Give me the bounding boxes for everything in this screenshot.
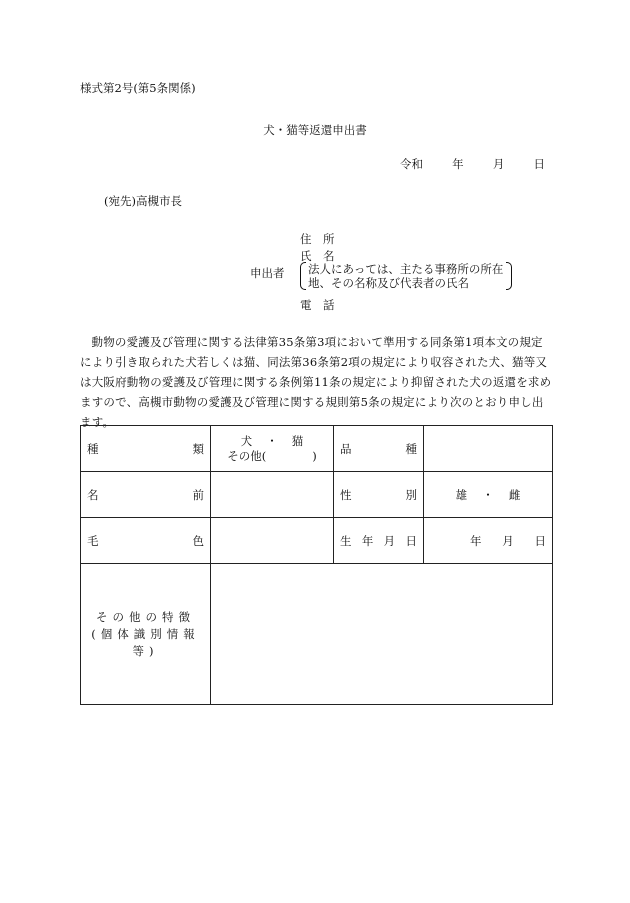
color-label-2: 色 (192, 533, 204, 548)
animal-info-table (80, 425, 553, 705)
corporation-note-line1: 法人にあっては、主たる事務所の所在 (308, 262, 504, 276)
birth-year: 年 (470, 533, 482, 548)
addressee: (宛先)高槻市長 (104, 194, 182, 208)
left-bracket (300, 262, 306, 290)
color-label-1: 毛 (87, 533, 99, 548)
applicant-address-label: 住 所 (300, 232, 335, 246)
birth-label-3: 月 (383, 533, 396, 548)
sex-label-1: 性 (340, 487, 352, 502)
features-label-cell (81, 564, 211, 705)
date-month: 月 (492, 157, 505, 171)
sex-dot: ・ (482, 487, 494, 502)
date-era: 令和 (400, 157, 423, 171)
table-row-features (81, 564, 553, 705)
features-label-line2: (個体識別情報等) (91, 626, 200, 658)
birth-label-2: 年 (361, 533, 374, 548)
sex-female: 雌 (508, 487, 521, 502)
corporation-note-line2: 地、その名称及び代表者の氏名 (308, 276, 469, 290)
sex-label-cell (334, 472, 424, 518)
document-title: 犬・猫等返還申出書 (263, 123, 367, 137)
applicant-name-label: 氏 名 (300, 249, 335, 263)
name-label-2: 前 (192, 487, 204, 502)
birth-label-4: 日 (405, 533, 417, 548)
birth-value-cell[interactable] (424, 518, 553, 564)
birth-month: 月 (502, 533, 514, 548)
color-value-cell[interactable] (211, 518, 334, 564)
type-cat: 猫 (291, 433, 304, 448)
type-label-cell (81, 426, 211, 472)
applicant-label: 申出者 (250, 266, 285, 280)
breed-value-cell[interactable] (424, 426, 553, 472)
type-label-1: 種 (87, 441, 99, 456)
table-row-type (81, 426, 553, 472)
corporation-note (300, 262, 512, 290)
date-day: 日 (533, 157, 545, 171)
color-label-cell (81, 518, 211, 564)
applicant-phone-label: 電 話 (300, 298, 335, 312)
features-label-line1: その他の特徴 (96, 609, 195, 624)
table-row-color (81, 518, 553, 564)
name-label-cell (81, 472, 211, 518)
table-row-name (81, 472, 553, 518)
sex-male: 雄 (455, 487, 468, 502)
name-value-cell[interactable] (211, 472, 334, 518)
type-label-2: 類 (192, 441, 204, 456)
type-dog: 犬 (240, 433, 253, 448)
type-dot: ・ (266, 433, 278, 448)
date-year: 年 (452, 157, 464, 171)
sex-value-cell[interactable] (424, 472, 553, 518)
right-bracket (506, 262, 512, 290)
breed-label-cell (334, 426, 424, 472)
birth-day: 日 (534, 533, 546, 548)
birth-label-cell (334, 518, 424, 564)
type-value-cell[interactable] (211, 426, 334, 472)
date-line (400, 156, 545, 172)
name-label-1: 名 (87, 487, 99, 502)
breed-label-1: 品 (340, 441, 352, 456)
sex-label-2: 別 (405, 487, 417, 502)
birth-label-1: 生 (340, 533, 352, 548)
form-number: 様式第2号(第5条関係) (80, 81, 196, 95)
request-statement: 動物の愛護及び管理に関する法律第35条第3項において準用する同条第1項本文の規定により引き取られた犬若しくは猫、同法第36条第2項の規定により収容された犬、猫等又は大阪府動物の愛護及び管理に関する条例第11条の規定により抑留された犬の返還を求めますので、高槻市動物の愛護及び管理に関する規則第5条の規定により次のとおり申し出ます。 (80, 335, 552, 429)
breed-label-2: 種 (405, 441, 417, 456)
type-other: その他( ) (227, 448, 317, 463)
features-value-cell[interactable] (211, 564, 553, 705)
